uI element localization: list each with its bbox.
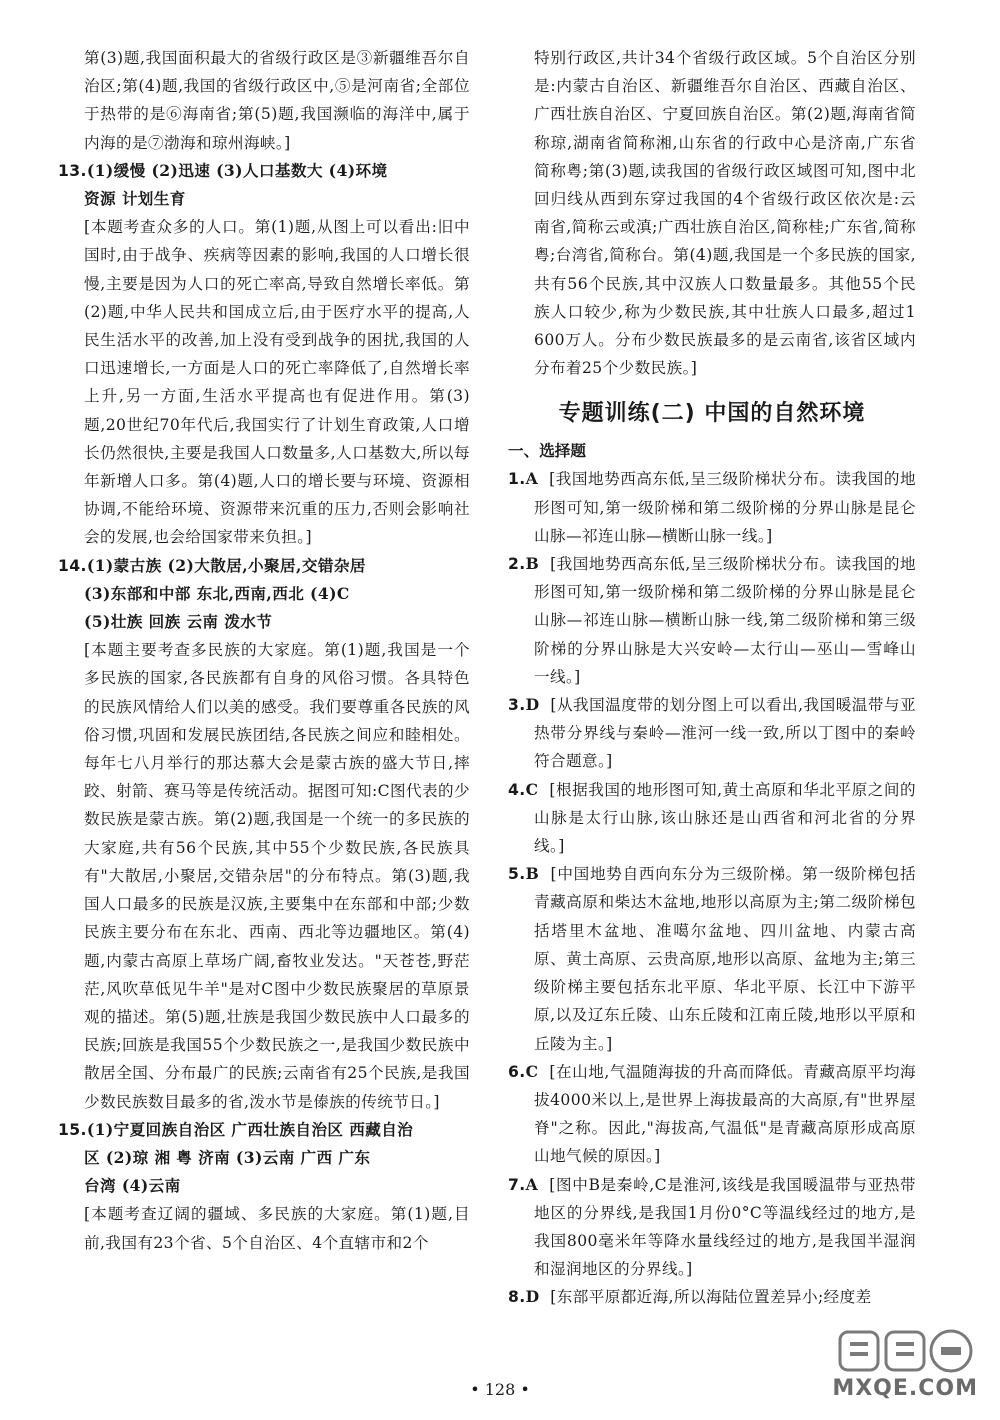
answer-line: (5)壮族 回族 云南 泼水节 bbox=[84, 612, 273, 632]
choice-item bbox=[508, 1058, 916, 1171]
question-number: 7. bbox=[508, 1175, 526, 1194]
answer-line: 资源 计划生育 bbox=[84, 189, 186, 209]
explanation: [本题主要考查多民族的大家庭。第(1)题,我国是一个多民族的国家,各民族都有自身的风俗习惯。各具特色的民族风情给人们以美的感受。我们要尊重各民族的风俗习惯,巩固和发展民族团结,各民族之间应和睦相处。每年七八月举行的那达慕大会是蒙古族的盛大节日,摔跤、射箭、赛马等是传统活动。据图可知:C图代表的少数民族是蒙古族。第(2)题,我国是一个统一的多民族的大家庭,共有56个民族,其中55个少数民族,各民族具有"大散居,小聚居,交错杂居"的分布特点。第(3)题,我国人口最多的民族是汉族,主要集中在东部和中部;少数民族主要分布在东北、西南、西北等边疆地区。第(4)题,内蒙古高原上草场广阔,畜牧业发达。"天苍苍,野茫茫,风吹草低见牛羊"是对C图中少数民族聚居的草原景观的描述。第(5)题,壮族是我国少数民族中人口最多的民族;回族是我国55个少数民族之一,是我国少数民族中散居全国、分布最广的民族;云南省有25个民族,是我国少数民族数目最多的省,泼水节是傣族的传统节日。] bbox=[84, 641, 470, 1111]
answer-line: (1)蒙古族 (2)大散居,小聚居,交错杂居 bbox=[86, 555, 366, 575]
explanation: [中国地势自西向东分为三级阶梯。第一级阶梯包括青藏高原和柴达木盆地,地形以高原为主;第二级阶梯包括塔里木盆地、准噶尔盆地、四川盆地、内蒙古高原、黄土高原、云贵高原,地形以高原、盆地为主;第三级阶梯主要包括东北平原、华北平原、长江中下游平原,以及辽东丘陵、山东丘陵和江南丘陵,地形以平原和丘陵为主。] bbox=[534, 865, 916, 1053]
explanation: [我国地势西高东低,呈三级阶梯状分布。读我国的地形图可知,第一级阶梯和第二级阶梯的分界山脉是昆仑山脉—祁连山脉—横断山脉一线。] bbox=[534, 470, 916, 545]
page-number: • 128 • bbox=[470, 1380, 530, 1399]
question-number: 6. bbox=[508, 1062, 526, 1081]
sub-title: 一、选择题 bbox=[508, 442, 586, 461]
answer-line: (3)东部和中部 东北,西南,西北 (4)C bbox=[84, 583, 350, 603]
choice-item bbox=[508, 1283, 916, 1311]
choice-item bbox=[508, 776, 916, 861]
explanation: [根据我国的地形图可知,黄土高原和华北平原之间的山脉是太行山脉,该山脉还是山西省和河北省的分界线。] bbox=[534, 780, 916, 856]
left-column bbox=[58, 44, 470, 1257]
choice-item bbox=[508, 550, 916, 691]
question-number: 2. bbox=[508, 555, 526, 574]
right-column bbox=[508, 44, 916, 1312]
choice-item bbox=[508, 1171, 916, 1284]
choice-list bbox=[508, 465, 916, 1311]
intro-paragraph: 第(3)题,我国面积最大的省级行政区是③新疆维吾尔自治区;第(4)题,我国的省级行政区中,⑤是河南省;全部位于热带的是⑥海南省;第(5)题,我国濒临的海洋中,属于内海的是⑦渤海和琼州海峡。] bbox=[84, 49, 470, 152]
explanation: [东部平原都近海,所以海陆位置差异小;经度差 bbox=[550, 1288, 872, 1307]
question-15 bbox=[58, 1116, 470, 1257]
question-14 bbox=[58, 552, 470, 1116]
answer-letter: A bbox=[525, 1174, 539, 1194]
watermark-url: MXQE.COM bbox=[832, 1376, 978, 1401]
watermark-logo-icon bbox=[826, 1322, 986, 1382]
answer-line: (1)宁夏回族自治区 广西壮族自治区 西藏自治 bbox=[86, 1119, 414, 1139]
answer-letter: C bbox=[525, 779, 539, 799]
explanation: [在山地,气温随海拔的升高而降低。青藏高原平均海拔4000米以上,是世界上海拔最高的大高原,有"世界屋脊"之称。因此,"海拔高,气温低"是青藏高原形成高原山地气候的原因。] bbox=[534, 1062, 916, 1166]
explanation: [本题考查辽阔的疆域、多民族的大家庭。第(1)题,目前,我国有23个省、5个自治区、4个直辖市和2个 bbox=[84, 1205, 470, 1252]
question-number: 1. bbox=[508, 470, 526, 489]
question-13 bbox=[58, 157, 470, 552]
question-number: 13. bbox=[58, 161, 87, 180]
choice-item bbox=[508, 691, 916, 776]
answer-letter: B bbox=[525, 864, 540, 884]
continued-paragraph: 特别行政区,共计34个省级行政区域。5个自治区分别是:内蒙古自治区、新疆维吾尔自治区、西藏自治区、广西壮族自治区、宁夏回族自治区。第(2)题,海南省简称琼,湖南省简称湘,山东省的行政中心是济南,广东省简称粤;第(3)题,读我国的省级行政区域图可知,图中北回归线从西到东穿过我国的4个省级行政区依次是:云南省,简称云或滇;广西壮族自治区,简称桂;广东省,简称粤;台湾省,简称台。第(4)题,我国是一个多民族的国家,共有56个民族,其中汉族人口数量最多。其他55个民族人口较少,称为少数民族,其中壮族人口最多,超过1 600万人。分布少数民族最多的是云南省,该省区域内分布着25个少数民族。] bbox=[534, 49, 916, 378]
question-number: 5. bbox=[508, 865, 526, 884]
choice-item bbox=[508, 465, 916, 550]
answer-line: 区 (2)琼 湘 粤 济南 (3)云南 广西 广东 bbox=[84, 1147, 371, 1167]
question-number: 8. bbox=[508, 1288, 526, 1307]
section-title: 专题训练(二) 中国的自然环境 bbox=[558, 401, 866, 427]
explanation: [从我国温度带的划分图上可以看出,我国暖温带与亚热带分界线与秦岭—淮河一线一致,所以丁图中的秦岭符合题意。] bbox=[534, 696, 916, 771]
answer-letter: B bbox=[525, 554, 540, 574]
question-number: 3. bbox=[508, 696, 526, 715]
answer-letter: D bbox=[525, 695, 540, 715]
answer-line: (1)缓慢 (2)迅速 (3)人口基数大 (4)环境 bbox=[86, 160, 388, 180]
explanation: [图中B是秦岭,C是淮河,该线是我国暖温带与亚热带地区的分界线,是我国1月份0°C等温线经过的地方,是我国800毫米年等降水量线经过的地方,是我国半湿润和湿润地区的分界线。] bbox=[534, 1175, 917, 1279]
explanation: [我国地势西高东低,呈三级阶梯状分布。读我国的地形图可知,第一级阶梯和第二级阶梯的分界山脉是昆仑山脉—祁连山脉—横断山脉一线,第二级阶梯和第三级阶梯的分界山脉是大兴安岭—太行山—巫山—雪峰山一线。] bbox=[534, 555, 916, 686]
watermark-logo bbox=[826, 1322, 986, 1414]
answer-letter: A bbox=[525, 469, 539, 489]
explanation: [本题考查众多的人口。第(1)题,从图上可以看出:旧中国时,由于战争、疾病等因素的影响,我国的人口增长很慢,主要是因为人口的死亡率高,导致自然增长率低。第(2)题,中华人民共和国成立后,由于医疗水平的提高,人民生活水平的改善,加上没有受到战争的困扰,我国的人口迅速增长,一方面是人口的死亡率降低了,自然增长率上升,另一方面,生活水平提高也有促进作用。第(3)题,20世纪70年代后,我国实行了计划生育政策,人口增长仍然很快,主要是我国人口数量多,人口基数大,所以每年新增人口多。第(4)题,人口的增长要与环境、资源相协调,不能给环境、资源带来沉重的压力,否则会影响社会的发展,也会给国家带来负担。] bbox=[84, 218, 470, 547]
answer-letter: C bbox=[525, 1061, 539, 1081]
question-number: 15. bbox=[58, 1120, 87, 1139]
answer-line: 台湾 (4)云南 bbox=[84, 1176, 181, 1196]
choice-item bbox=[508, 860, 916, 1057]
question-number: 14. bbox=[58, 556, 87, 575]
question-number: 4. bbox=[508, 780, 526, 799]
answer-letter: D bbox=[525, 1287, 540, 1307]
